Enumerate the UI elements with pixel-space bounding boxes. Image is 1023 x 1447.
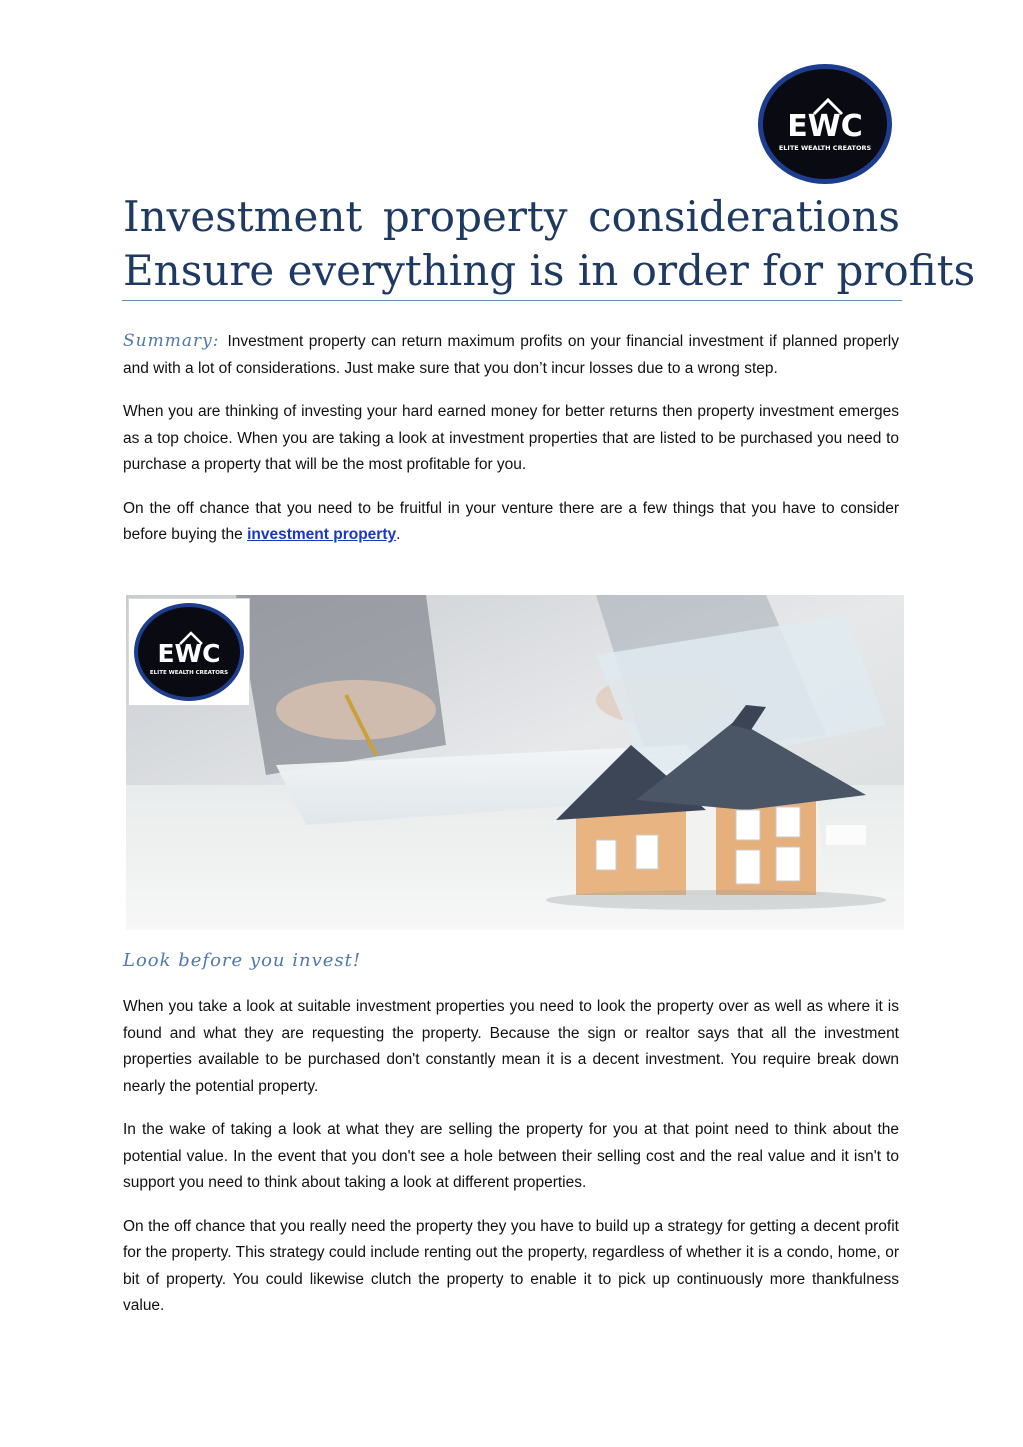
title-word: considerations <box>588 192 900 241</box>
hero-ewc-logo <box>128 598 250 706</box>
page-title <box>123 190 976 298</box>
hero-image <box>126 595 904 930</box>
link-paragraph <box>123 496 899 549</box>
title-word: Investment <box>123 192 363 241</box>
intro-section <box>123 328 899 566</box>
section-heading: Look before you invest! <box>123 950 362 971</box>
hero-ewc-logo-badge <box>129 599 249 705</box>
section-body <box>123 994 899 1337</box>
ewc-logo-badge <box>756 62 894 186</box>
link-paragraph-text: On the off chance that you need to be fruitful in your venture there are a few things that you have to consider before buying the <box>123 499 899 543</box>
summary-label: Summary: <box>123 331 220 351</box>
section-paragraph: On the off chance that you really need the property they you have to build up a strategy for getting a decent profit for the property. This strategy could include renting out the property, regardless of whether it is a condo, home, or bit of property. You could likewise clutch the property to enable it to pick up continuously more thankfulness value. <box>123 1217 899 1314</box>
ewc-logo <box>756 62 894 186</box>
intro-paragraph: When you are thinking of investing your hard earned money for better returns then property investment emerges as a top choice. When you are taking a look at investment properties that are listed to be purchased you need to purchase a property that will be the most profitable for you. <box>123 403 899 473</box>
title-line-2: Ensure everything is in order for profits <box>123 246 976 295</box>
logo-brand-name: ELITE WEALTH CREATORS <box>778 144 872 152</box>
summary-text: Investment property can return maximum profits on your financial investment if planned properly and with a lot of considerations. Just make sure that you don’t incur losses due to a wrong step. <box>123 333 899 377</box>
hero-logo-initials: EWC <box>157 639 221 668</box>
link-paragraph-end: . <box>396 526 401 543</box>
summary-paragraph <box>123 328 899 382</box>
title-divider <box>122 300 902 301</box>
section-paragraph: When you take a look at suitable investment properties you need to look the property over as well as where it is found and what they are requesting the property. Because the sign or realtor says that all the investment properties available to be purchased don't constantly mean it is a decent investment. You require break down nearly the potential property. <box>123 998 899 1095</box>
title-word: property <box>382 192 568 241</box>
hero-logo-brand-name: ELITE WEALTH CREATORS <box>149 670 229 676</box>
investment-property-link[interactable]: investment property <box>247 526 397 543</box>
logo-initials: EWC <box>787 109 863 144</box>
title-line-1 <box>123 190 900 244</box>
section-paragraph: In the wake of taking a look at what they are selling the property for you at that point need to think about the potential value. In the event that you don't see a hole between their selling cost and the real value and it isn't to support you need to think about taking a look at different properties. <box>123 1121 899 1191</box>
